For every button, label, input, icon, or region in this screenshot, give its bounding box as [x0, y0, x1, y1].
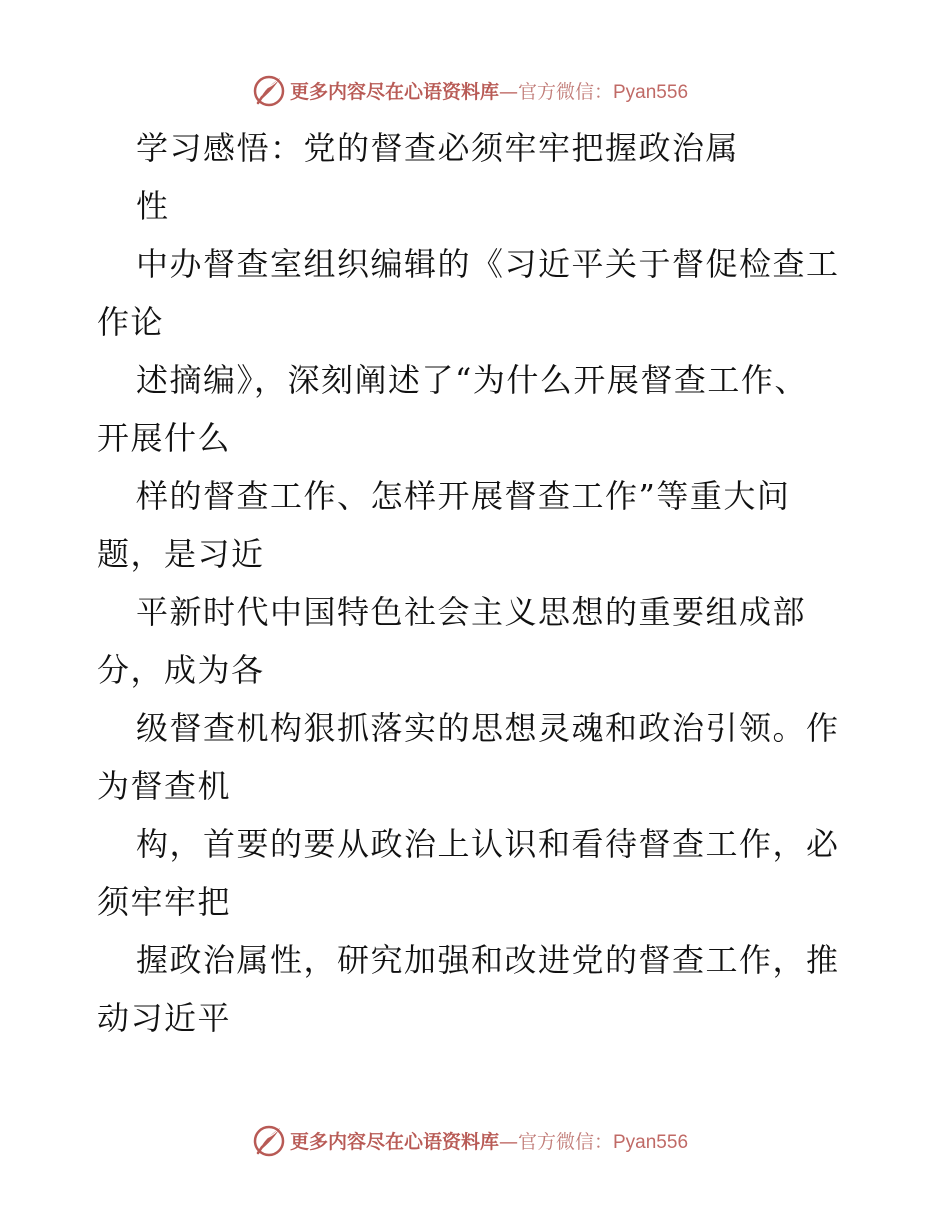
- header-dash: —: [498, 80, 518, 103]
- header-banner-inner: [252, 73, 688, 107]
- doc-text-line-14: 动习近平: [97, 999, 232, 1037]
- doc-text-line-7: 平新时代中国特色社会主义思想的重要组成部: [136, 593, 807, 631]
- header-banner-text: [290, 77, 688, 104]
- doc-text-line-10: 为督查机: [97, 767, 232, 805]
- footer-banner-text: [290, 1127, 688, 1154]
- doc-text-line-11: 构，首要的要从政治上认识和看待督查工作，必: [136, 825, 840, 863]
- doc-text-line-2: 作论: [97, 303, 165, 341]
- doc-text-line-9: 级督查机构狠抓落实的思想灵魂和政治引领。作: [136, 709, 840, 747]
- footer-wechat-label: 官方微信：: [517, 1130, 613, 1153]
- doc-text-line-1: 中办督查室组织编辑的《习近平关于督促检查工: [136, 245, 840, 283]
- header-banner: [0, 68, 950, 112]
- doc-text-line-4: 开展什么: [97, 419, 232, 457]
- header-wechat-label: 官方微信：: [517, 80, 613, 103]
- footer-dash: —: [498, 1130, 518, 1153]
- doc-text-line-6: 题，是习近: [97, 535, 265, 573]
- footer-site-text: 更多内容尽在心语资料库: [289, 1130, 499, 1153]
- quill-pen-logo-icon: [252, 73, 286, 107]
- doc-title-line-1: 学习感悟：党的督查必须牢牢把握政治属: [136, 129, 740, 167]
- footer-banner-inner: [252, 1123, 688, 1157]
- header-site-text: 更多内容尽在心语资料库: [289, 80, 499, 103]
- doc-text-line-5: 样的督查工作、怎样开展督查工作”等重大问: [136, 477, 791, 515]
- doc-text-line-12: 须牢牢把: [97, 883, 232, 921]
- doc-title-line-2: 性: [136, 187, 170, 225]
- doc-text-line-8: 分，成为各: [97, 651, 265, 689]
- footer-banner: [0, 1118, 950, 1162]
- doc-text-line-13: 握政治属性，研究加强和改进党的督查工作，推: [136, 941, 840, 979]
- header-wechat-handle: Pyan556: [613, 81, 689, 103]
- footer-wechat-handle: Pyan556: [613, 1131, 689, 1153]
- doc-text-line-3: 述摘编》，深刻阐述了“为什么开展督查工作、: [136, 361, 808, 399]
- quill-pen-logo-icon: [252, 1123, 286, 1157]
